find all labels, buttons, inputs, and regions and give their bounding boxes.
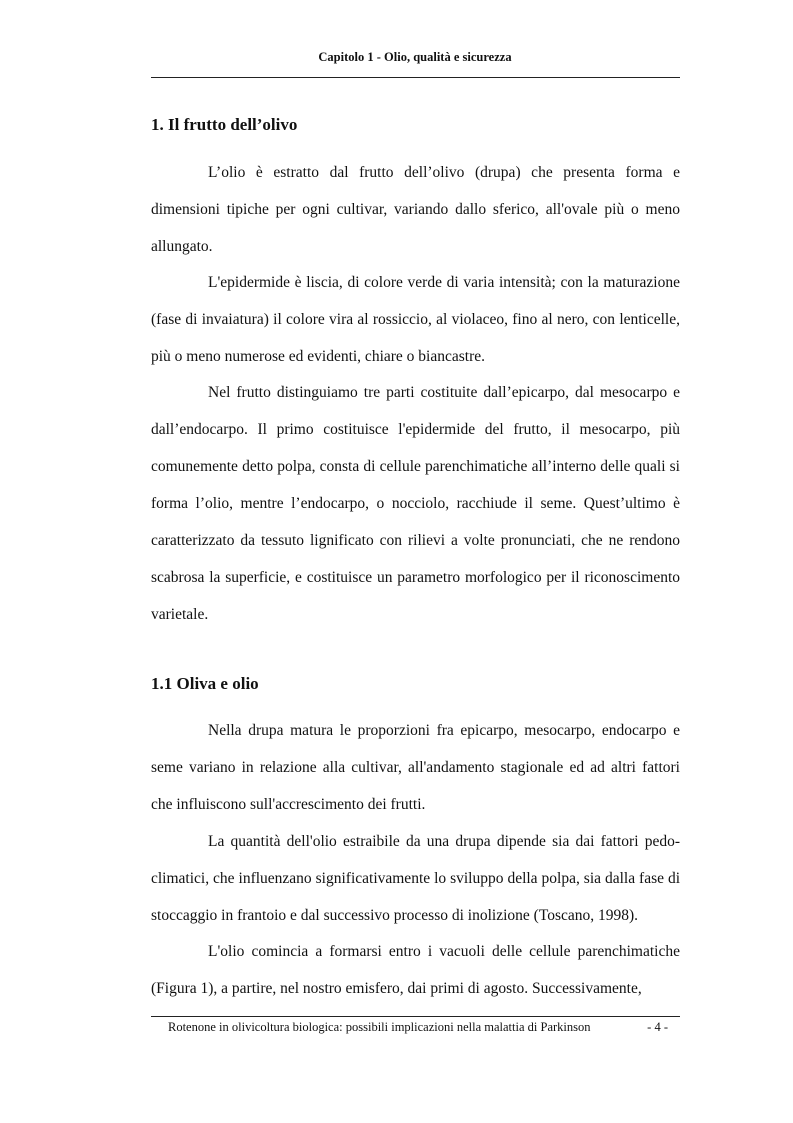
paragraph: Nella drupa matura le proporzioni fra epicarpo, mesocarpo, endocarpo e seme variano in relazione alla cultivar, all'andamento stagionale ed ad altri fattori che influiscono sull'accrescimento dei frutti. (151, 722, 680, 813)
running-header: Capitolo 1 - Olio, qualità e sicurezza (318, 50, 512, 64)
paragraph: L'olio comincia a formarsi entro i vacuoli delle cellule parenchimatiche (Figura 1), a partire, nel nostro emisfero, dai primi di agosto. Successivamente, (151, 943, 680, 997)
footer-rule (151, 1016, 680, 1017)
page-footer (168, 1020, 668, 1035)
paragraph: Nel frutto distinguiamo tre parti costituite dall’epicarpo, dal mesocarpo e dall’endocarpo. Il primo costituisce l'epidermide del frutto, il mesocarpo, più comunemente detto polpa, consta di cellule parenchimatiche all’interno delle quali si forma l’olio, mentre l’endocarpo, o nocciolo, racchiude il seme. Quest’ultimo è caratterizzato da tessuto lignificato con rilievi a volte pronunciati, che ne rendono scabrosa la superficie, e costituisce un parametro morfologico per il riconoscimento varietale. (151, 384, 680, 623)
section-heading-frutto: 1. Il frutto dell’olivo (151, 115, 298, 134)
paragraph: La quantità dell'olio estraibile da una drupa dipende sia dai fattori pedo-climatici, che influenzano significativamente lo sviluppo della polpa, sia dalla fase di stoccaggio in frantoio e dal successivo processo di inolizione (Toscano, 1998). (151, 833, 680, 924)
subsection-heading-oliva-e-olio: 1.1 Oliva e olio (151, 674, 259, 693)
paragraph: L’olio è estratto dal frutto dell’olivo (drupa) che presenta forma e dimensioni tipiche per ogni cultivar, variando dallo sferico, all'ovale più o meno allungato. (151, 164, 680, 255)
paragraph: L'epidermide è liscia, di colore verde di varia intensità; con la maturazione (fase di invaiatura) il colore vira al rossiccio, al violaceo, fino al nero, con lenticelle, più o meno numerose ed evidenti, chiare o biancastre. (151, 274, 680, 365)
header-rule (151, 77, 680, 78)
page-number: - 4 - (647, 1020, 668, 1034)
footer-title: Rotenone in olivicoltura biologica: possibili implicazioni nella malattia di Parkinson (168, 1020, 591, 1034)
